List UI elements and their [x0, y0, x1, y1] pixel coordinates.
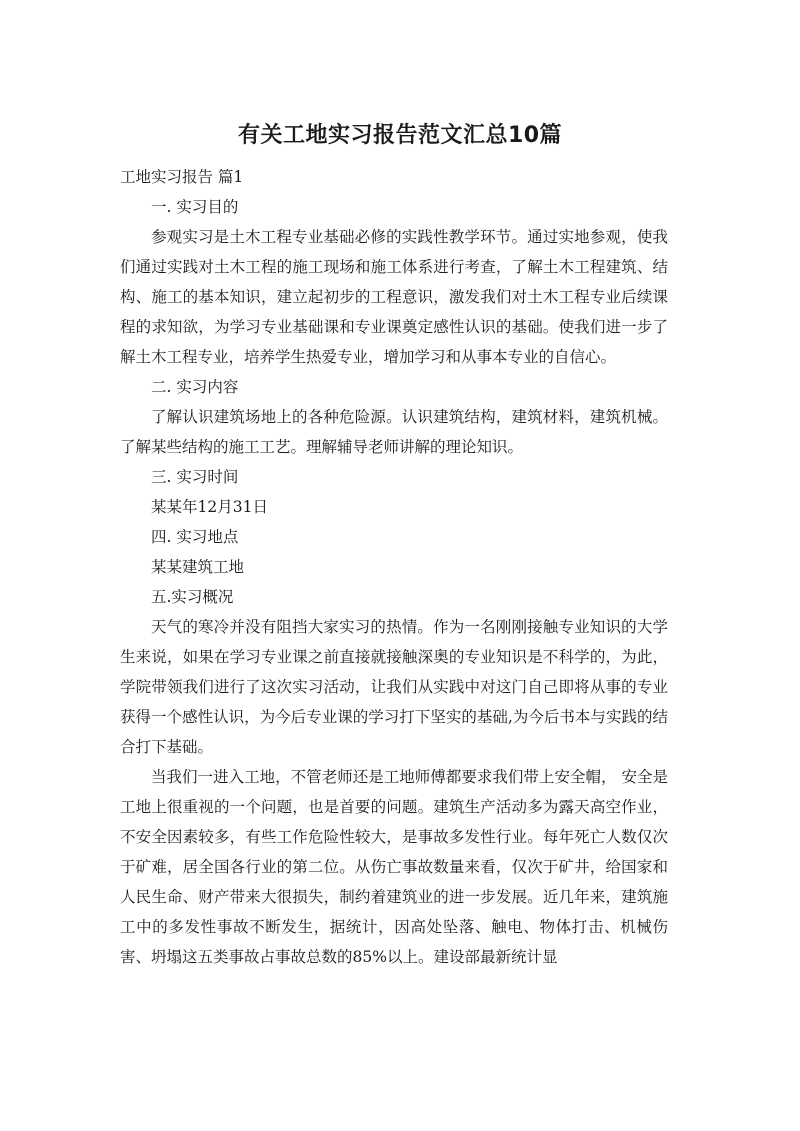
- section-1-paragraph: 参观实习是土木工程专业基础必修的实践性教学环节。通过实地参观，使我们通过实践对土木工程的施工现场和施工体系进行考查，了解土木工程建筑、结构、施工的基本知识，建立起初步的工程意识，激发我们对土木工程专业后续课程的求知欲，为学习专业基础课和专业课奠定感性认识的基础。使我们进一步了解土木工程专业，培养学生热爱专业，增加学习和从事本专业的自信心。: [120, 228, 668, 366]
- section-5-paragraph-1: 天气的寒冷并没有阻挡大家实习的热情。作为一名刚刚接触专业知识的大学生来说，如果在学习专业课之前直接就接触深奥的专业知识是不科学的，为此，学院带领我们进行了这次实习活动，让我们从实践中对这门自己即将从事的专业获得一个感性认识，为今后专业课的学习打下坚实的基础,为今后书本与实践的结合打下基础。: [120, 618, 668, 756]
- document-body: [120, 162, 668, 972]
- section-4-value: 某某建筑工地: [151, 558, 245, 576]
- section-1-heading: 一. 实习目的: [151, 198, 239, 216]
- section-2-heading: 二. 实习内容: [151, 378, 239, 396]
- report-heading: 工地实习报告 篇1: [120, 168, 244, 186]
- section-5-paragraph-2: 当我们一进入工地，不管老师还是工地师傅都要求我们带上安全帽， 安全是工地上很重视的一个问题，也是首要的问题。建筑生产活动多为露天高空作业，不安全因素较多，有些工作危险性较大，是事故多发性行业。每年死亡人数仅次于矿难，居全国各行业的第二位。从伤亡事故数量来看，仅次于矿井，给国家和人民生命、财产带来大很损失，制约着建筑业的进一步发展。近几年来，建筑施工中的多发性事故不断发生，据统计，因高处坠落、触电、物体打击、机械伤害、坍塌这五类事故占事故总数的85%以上。建设部最新统计显: [120, 768, 668, 966]
- document-title: 有关工地实习报告范文汇总10篇: [237, 123, 563, 148]
- section-3-value: 某某年12月31日: [151, 498, 268, 516]
- section-5-heading: 五.实习概况: [151, 588, 234, 606]
- section-4-heading: 四. 实习地点: [151, 528, 239, 546]
- section-3-heading: 三. 实习时间: [151, 468, 239, 486]
- section-2-paragraph: 了解认识建筑场地上的各种危险源。认识建筑结构，建筑材料，建筑机械。了解某些结构的施工工艺。理解辅导老师讲解的理论知识。: [120, 408, 668, 456]
